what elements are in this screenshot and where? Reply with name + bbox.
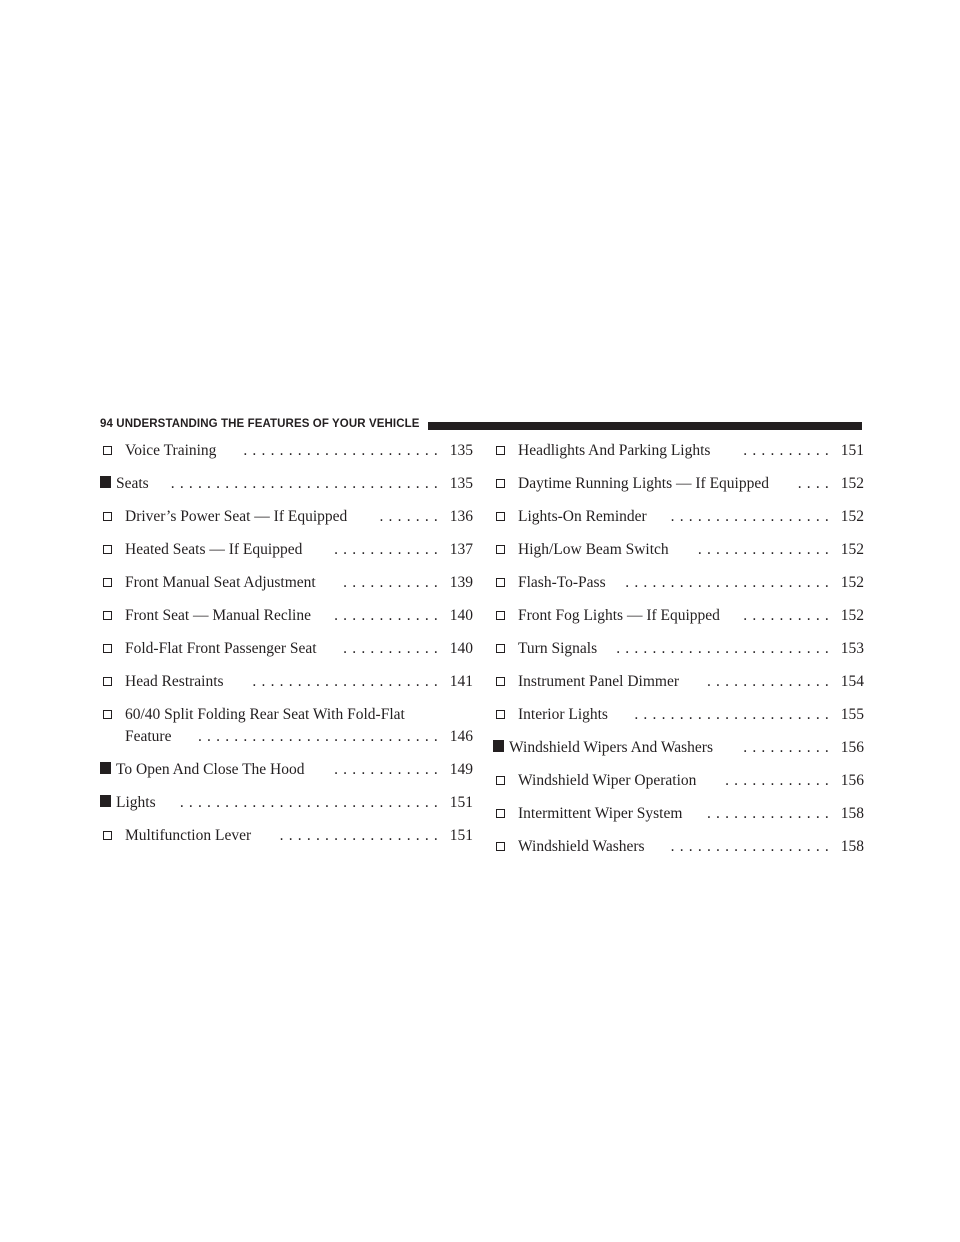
toc-page-number: 152 [840, 541, 864, 558]
toc-page-number: 135 [449, 475, 473, 492]
toc-entry-label: Headlights And Parking Lights [518, 442, 711, 459]
toc-entry[interactable] [100, 539, 473, 561]
dot-leader: ...................... [634, 706, 834, 723]
toc-entry[interactable] [493, 605, 864, 627]
toc-page-number: 152 [840, 508, 864, 525]
dot-leader: .............. [706, 805, 834, 822]
hollow-square-bullet-icon [496, 644, 505, 653]
page-header [100, 416, 862, 436]
toc-entry[interactable] [493, 572, 864, 594]
dot-leader: .......... [743, 607, 834, 624]
toc-entry-label: Driver’s Power Seat — If Equipped [125, 508, 348, 525]
toc-entry[interactable] [100, 638, 473, 660]
hollow-square-bullet-icon [103, 644, 112, 653]
hollow-square-bullet-icon [496, 677, 505, 686]
toc-entry-label: Fold-Flat Front Passenger Seat [125, 640, 317, 657]
hollow-square-bullet-icon [496, 545, 505, 554]
toc-entry[interactable] [100, 605, 473, 627]
hollow-square-bullet-icon [103, 710, 112, 719]
dot-leader: .............................. [170, 475, 443, 492]
toc-page-number: 156 [840, 772, 864, 789]
toc-section-entry[interactable] [493, 737, 864, 759]
toc-entry-label: Front Fog Lights — If Equipped [518, 607, 720, 624]
toc-entry-label: Instrument Panel Dimmer [518, 673, 679, 690]
dot-leader: ............ [725, 772, 834, 789]
toc-page-number: 152 [840, 574, 864, 591]
dot-leader: ........... [343, 574, 443, 591]
hollow-square-bullet-icon [103, 578, 112, 587]
toc-entry-label: Seats [116, 475, 149, 492]
toc-section-entry[interactable] [100, 473, 473, 495]
dot-leader: ............................. [179, 794, 443, 811]
toc-entry-label: Front Seat — Manual Recline [125, 607, 311, 624]
toc-entry[interactable] [493, 638, 864, 660]
dot-leader: ............... [697, 541, 834, 558]
toc-entry[interactable] [100, 440, 473, 462]
toc-entry[interactable] [493, 836, 864, 858]
toc-entry[interactable] [493, 539, 864, 561]
toc-page-number: 140 [449, 640, 473, 657]
dot-leader: ....... [379, 508, 443, 525]
hollow-square-bullet-icon [496, 776, 505, 785]
toc-page-number: 151 [449, 827, 473, 844]
toc-entry-label: Windshield Wipers And Washers [509, 739, 714, 756]
toc-page-number: 154 [840, 673, 864, 690]
header-title: 94 UNDERSTANDING THE FEATURES OF YOUR VEHICLE [100, 418, 420, 430]
dot-leader: ...................... [243, 442, 443, 459]
dot-leader: .......... [743, 442, 834, 459]
hollow-square-bullet-icon [103, 446, 112, 455]
toc-entry-label: Flash-To-Pass [518, 574, 606, 591]
toc-entry-label-continued: Feature [125, 728, 172, 745]
toc-entry[interactable] [100, 506, 473, 528]
toc-page-number: 139 [449, 574, 473, 591]
toc-entry[interactable] [493, 671, 864, 693]
hollow-square-bullet-icon [496, 842, 505, 851]
toc-entry-label: Interior Lights [518, 706, 608, 723]
toc-entry-label: Front Manual Seat Adjustment [125, 574, 316, 591]
toc-page-number: 153 [840, 640, 864, 657]
toc-page-number: 137 [449, 541, 473, 558]
toc-entry[interactable] [493, 440, 864, 462]
hollow-square-bullet-icon [496, 809, 505, 818]
toc-page-number: 155 [840, 706, 864, 723]
toc-entry[interactable] [493, 770, 864, 792]
hollow-square-bullet-icon [103, 677, 112, 686]
hollow-square-bullet-icon [496, 446, 505, 455]
toc-entry-label: Head Restraints [125, 673, 224, 690]
toc-section-entry[interactable] [100, 759, 473, 781]
toc-entry-label: Heated Seats — If Equipped [125, 541, 303, 558]
toc-page-number: 141 [449, 673, 473, 690]
filled-square-bullet-icon [100, 476, 111, 488]
dot-leader: ....................... [625, 574, 834, 591]
toc-page-number: 156 [840, 739, 864, 756]
filled-square-bullet-icon [493, 740, 504, 752]
toc-entry[interactable] [100, 671, 473, 693]
toc-entry[interactable] [493, 506, 864, 528]
toc-entry[interactable] [100, 704, 473, 748]
hollow-square-bullet-icon [103, 512, 112, 521]
header-rule [428, 422, 862, 430]
hollow-square-bullet-icon [103, 611, 112, 620]
dot-leader: .................. [670, 508, 834, 525]
toc-page-number: 152 [840, 607, 864, 624]
hollow-square-bullet-icon [496, 710, 505, 719]
dot-leader: ........................... [197, 728, 443, 745]
toc-entry[interactable] [493, 473, 864, 495]
toc-section-entry[interactable] [100, 792, 473, 814]
toc-page-number: 151 [840, 442, 864, 459]
toc-right-column [493, 440, 864, 869]
toc-entry[interactable] [493, 803, 864, 825]
toc-entry-label: Turn Signals [518, 640, 598, 657]
toc-entry-label: Lights-On Reminder [518, 508, 647, 525]
toc-entry-label: Intermittent Wiper System [518, 805, 683, 822]
dot-leader: ............ [334, 607, 443, 624]
toc-entry-label: 60/40 Split Folding Rear Seat With Fold-Flat [125, 706, 405, 723]
toc-entry-label: Windshield Washers [518, 838, 645, 855]
dot-leader: ........... [343, 640, 443, 657]
dot-leader: .......... [743, 739, 834, 756]
dot-leader: ............ [334, 541, 443, 558]
toc-entry[interactable] [493, 704, 864, 726]
toc-entry-label: To Open And Close The Hood [116, 761, 305, 778]
hollow-square-bullet-icon [496, 578, 505, 587]
dot-leader: ............ [334, 761, 443, 778]
filled-square-bullet-icon [100, 762, 111, 774]
toc-entry-label: Voice Training [125, 442, 217, 459]
toc-page-number: 146 [449, 728, 473, 745]
toc-entry-label: Lights [116, 794, 156, 811]
hollow-square-bullet-icon [103, 545, 112, 554]
toc-page-number: 149 [449, 761, 473, 778]
hollow-square-bullet-icon [103, 831, 112, 840]
toc-page-number: 151 [449, 794, 473, 811]
filled-square-bullet-icon [100, 795, 111, 807]
dot-leader: ........................ [616, 640, 834, 657]
dot-leader: .............. [706, 673, 834, 690]
toc-page-number: 152 [840, 475, 864, 492]
dot-leader: .... [797, 475, 834, 492]
toc-page-number: 158 [840, 838, 864, 855]
toc-entry-label: Multifunction Lever [125, 827, 252, 844]
dot-leader: .................. [670, 838, 834, 855]
toc-entry[interactable] [100, 572, 473, 594]
toc-page-number: 135 [449, 442, 473, 459]
hollow-square-bullet-icon [496, 611, 505, 620]
toc-page-number: 136 [449, 508, 473, 525]
toc-entry-label: Windshield Wiper Operation [518, 772, 697, 789]
dot-leader: ..................... [252, 673, 443, 690]
toc-left-column [100, 440, 473, 858]
hollow-square-bullet-icon [496, 512, 505, 521]
hollow-square-bullet-icon [496, 479, 505, 488]
toc-entry-label: High/Low Beam Switch [518, 541, 669, 558]
toc-page-number: 158 [840, 805, 864, 822]
toc-page-number: 140 [449, 607, 473, 624]
toc-entry-label: Daytime Running Lights — If Equipped [518, 475, 769, 492]
toc-entry[interactable] [100, 825, 473, 847]
dot-leader: .................. [279, 827, 443, 844]
